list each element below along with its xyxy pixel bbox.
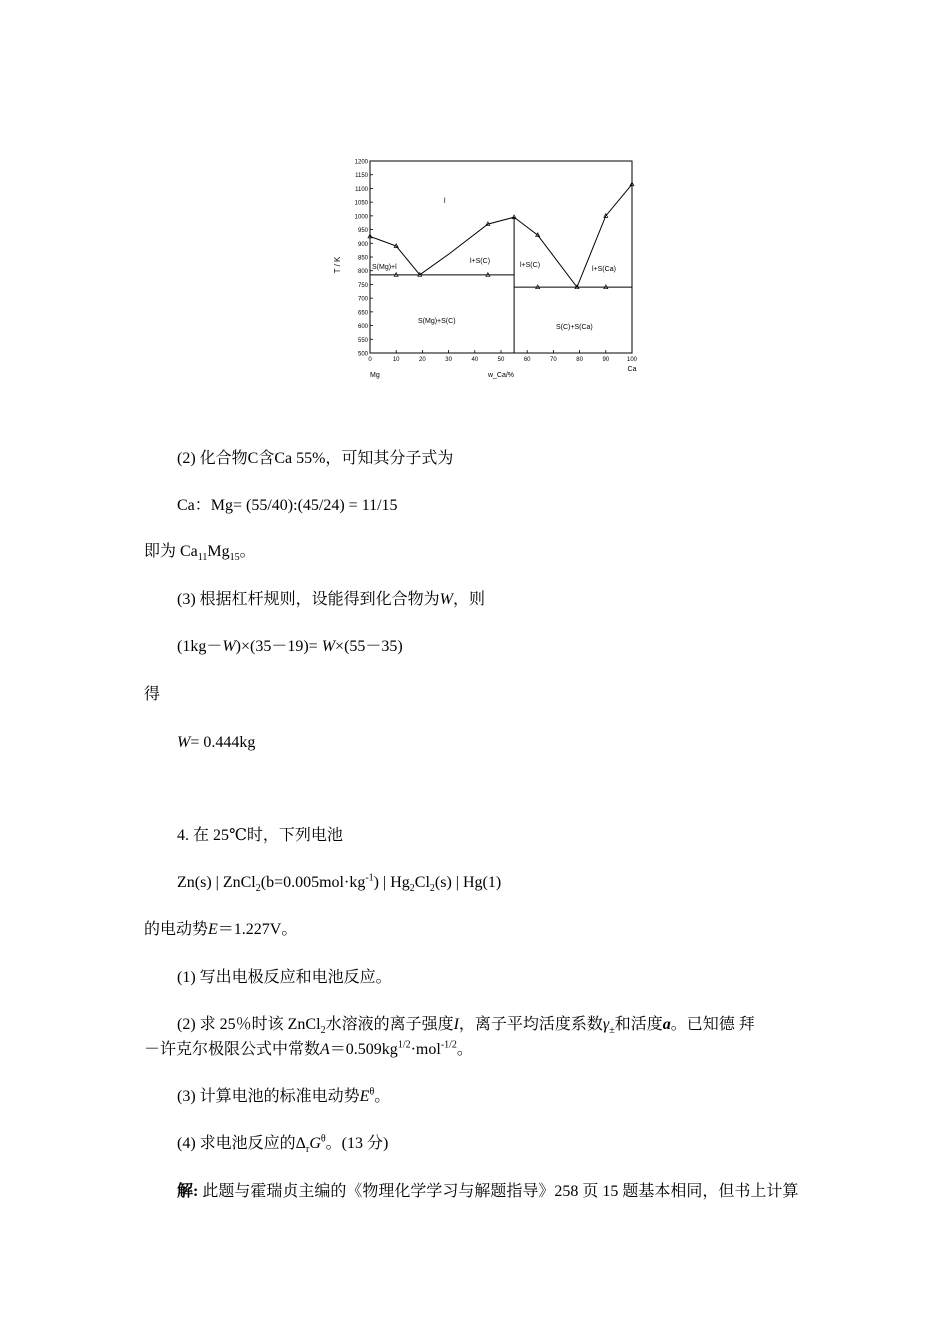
x-tick-label: 60 <box>523 357 531 363</box>
x-tick-label: 80 <box>576 357 583 363</box>
region-label-smg-sc: S(Mg)+S(C) <box>418 318 456 325</box>
y-tick-label: 1100 <box>355 186 368 193</box>
y-tick-label: 650 <box>357 310 368 317</box>
y-tick-label: 1050 <box>354 200 368 207</box>
y-tick-label: 900 <box>357 241 368 248</box>
paragraph-lever-equation: (1kg－W)×(35－19)= W×(55－35) <box>177 638 403 655</box>
region-label-l-sca: l+S(Ca) <box>592 266 616 273</box>
y-tick-label: 850 <box>357 255 368 262</box>
y-tick-label: 700 <box>357 296 368 303</box>
region-label-l-sc-right: l+S(C) <box>520 262 541 269</box>
region-label-smg-l: S(Mg)+l <box>372 264 397 271</box>
x-tick-label: 40 <box>471 357 479 363</box>
paragraph-result-w: W= 0.444kg <box>177 734 256 751</box>
y-tick-label: 1200 <box>354 159 368 166</box>
y-tick-label: 950 <box>357 228 368 235</box>
question-4-part-2-line-2: －许克尔极限公式中常数$A=0.509kg^{1/2}\cdot mol^{-1/2}$。 <box>144 1039 473 1058</box>
x-tick-label: 50 <box>497 357 505 363</box>
x-end-label-ca: Ca <box>627 366 637 373</box>
paragraph-compound-c: (2) 化合物C含Ca 55%，可知其分子式为 <box>177 450 454 467</box>
solution-paragraph: 解: 此题与霍瑞贞主编的《物理化学学习与解题指导》258 页 15 题基本相同，但书上计算 <box>177 1183 799 1200</box>
x-tick-label: 10 <box>392 357 400 363</box>
question-4-heading: 4. 在 25℃时，下列电池 <box>177 827 343 844</box>
x-end-label-mg: Mg <box>370 372 380 379</box>
question-4-part-2-line-1: (2) 求 25％时该 ZnCl$_2$水溶液的离子强度I，离子平均活度系数$\gamma_\pm$和活度a。已知德 拜 <box>177 1016 755 1037</box>
y-axis-label: T / K <box>333 256 342 274</box>
y-tick-label: 500 <box>357 351 368 358</box>
y-tick-label: 600 <box>357 324 368 331</box>
x-tick-label: 70 <box>550 357 557 363</box>
x-tick-label: 100 <box>626 357 638 363</box>
emf-statement: 的电动势E＝1.227V。 <box>144 921 298 938</box>
y-tick-label: 1150 <box>355 173 368 180</box>
y-tick-label: 1000 <box>354 214 368 221</box>
region-label-liquid: l <box>444 198 446 205</box>
x-tick-label: 30 <box>445 357 452 363</box>
y-tick-label: 550 <box>357 337 368 344</box>
y-tick-label: 800 <box>357 269 368 276</box>
x-axis-ticks <box>368 350 637 363</box>
region-label-sc-sca: S(C)+S(Ca) <box>556 324 593 331</box>
paragraph-ratio: Ca：Mg= (55/40):(45/24) = 11/15 <box>177 497 398 514</box>
region-label-l-sc-left: l+S(C) <box>470 258 491 265</box>
question-4-part-3: (3) 计算电池的标准电动势$E^\theta$。 <box>177 1086 391 1105</box>
y-tick-label: 750 <box>357 282 368 289</box>
question-4-part-4: (4) 求电池反应的$\Delta_rG^\theta$。(13 分) <box>177 1133 389 1156</box>
paragraph-de: 得 <box>144 686 161 703</box>
question-4-part-1: (1) 写出电极反应和电池反应。 <box>177 969 392 986</box>
cell-notation: Zn(s) | $ZnCl_2(b=0.005mol\cdot kg^{-1})$ | $Hg_2Cl_2(s)$ | Hg(1) <box>177 872 502 895</box>
x-axis-label: w_Ca/% <box>487 372 515 379</box>
x-tick-label: 0 <box>368 357 372 363</box>
x-tick-label: 90 <box>602 357 610 363</box>
mg-ca-phase-diagram <box>330 155 642 387</box>
paragraph-lever-rule: (3) 根据杠杆规则，设能得到化合物为W，则 <box>177 591 486 608</box>
paragraph-formula: 即为 $Ca_{11}Mg_{15}$。 <box>144 543 256 564</box>
x-tick-label: 20 <box>419 357 426 363</box>
